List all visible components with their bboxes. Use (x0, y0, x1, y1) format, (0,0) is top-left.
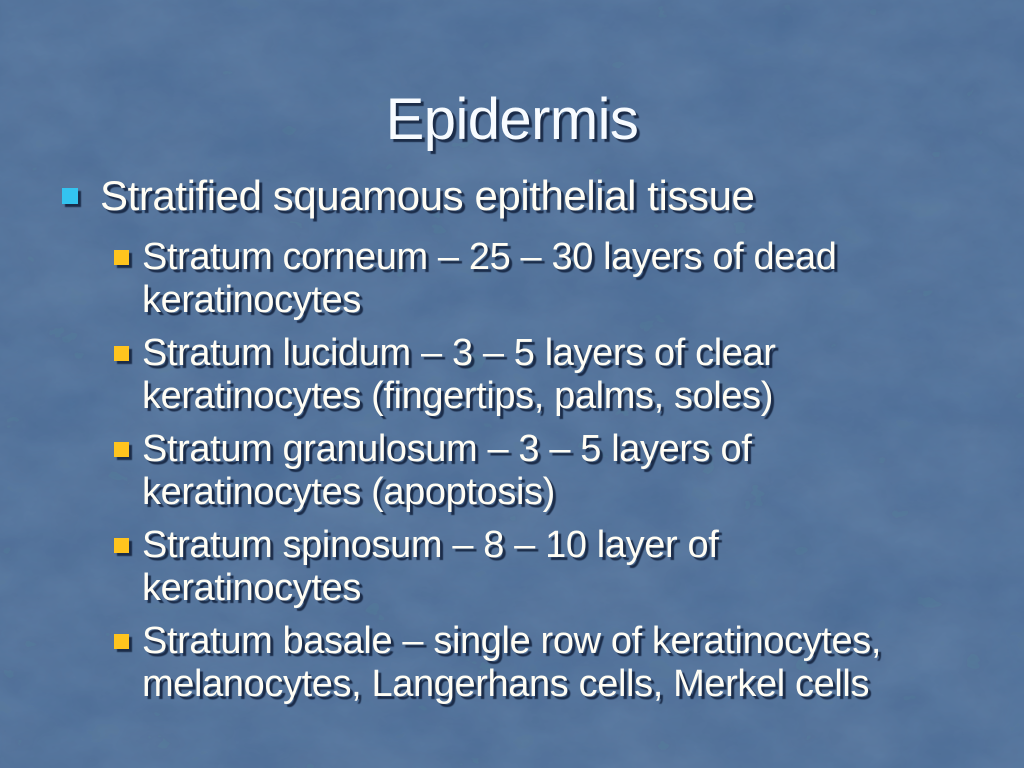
square-bullet-icon (114, 346, 129, 361)
square-bullet-icon (114, 634, 129, 649)
bullet-text-line: keratinocytes (142, 567, 361, 609)
bullet-text (142, 236, 837, 322)
bullet-item-level2 (114, 428, 1014, 514)
bullet-text-line: Stratum granulosum – 3 – 5 layers of (142, 428, 752, 470)
bullet-text (142, 332, 776, 418)
square-bullet-icon (114, 538, 129, 553)
bullet-text-line: Stratum spinosum – 8 – 10 layer of (142, 524, 719, 566)
bullet-item-level2 (114, 620, 1014, 706)
bullet-text (142, 428, 751, 514)
bullet-text (142, 620, 881, 706)
bullet-text-line: Stratum corneum – 25 – 30 layers of dead (142, 236, 837, 278)
bullet-item-level2 (114, 332, 1014, 418)
bullet-item-level2 (114, 236, 1014, 322)
square-bullet-icon (62, 188, 78, 204)
bullet-item-level1 (62, 172, 1014, 220)
bullet-text-line: keratinocytes (142, 279, 361, 321)
square-bullet-icon (114, 442, 129, 457)
bullet-text-line: melanocytes, Langerhans cells, Merkel cells (142, 663, 870, 705)
bullet-text-line: Stratum lucidum – 3 – 5 layers of clear (142, 332, 776, 374)
slide-body (62, 172, 1014, 716)
bullet-text (142, 524, 718, 610)
bullet-text-line: keratinocytes (fingertips, palms, soles) (142, 375, 774, 417)
slide-title: Epidermis (385, 87, 639, 152)
bullet-text-line: Stratum basale – single row of keratinocytes, (142, 620, 882, 662)
bullet-item-level2 (114, 524, 1014, 610)
bullet-text: Stratified squamous epithelial tissue (100, 172, 755, 219)
bullet-text-line: keratinocytes (apoptosis) (142, 471, 555, 513)
square-bullet-icon (114, 250, 129, 265)
